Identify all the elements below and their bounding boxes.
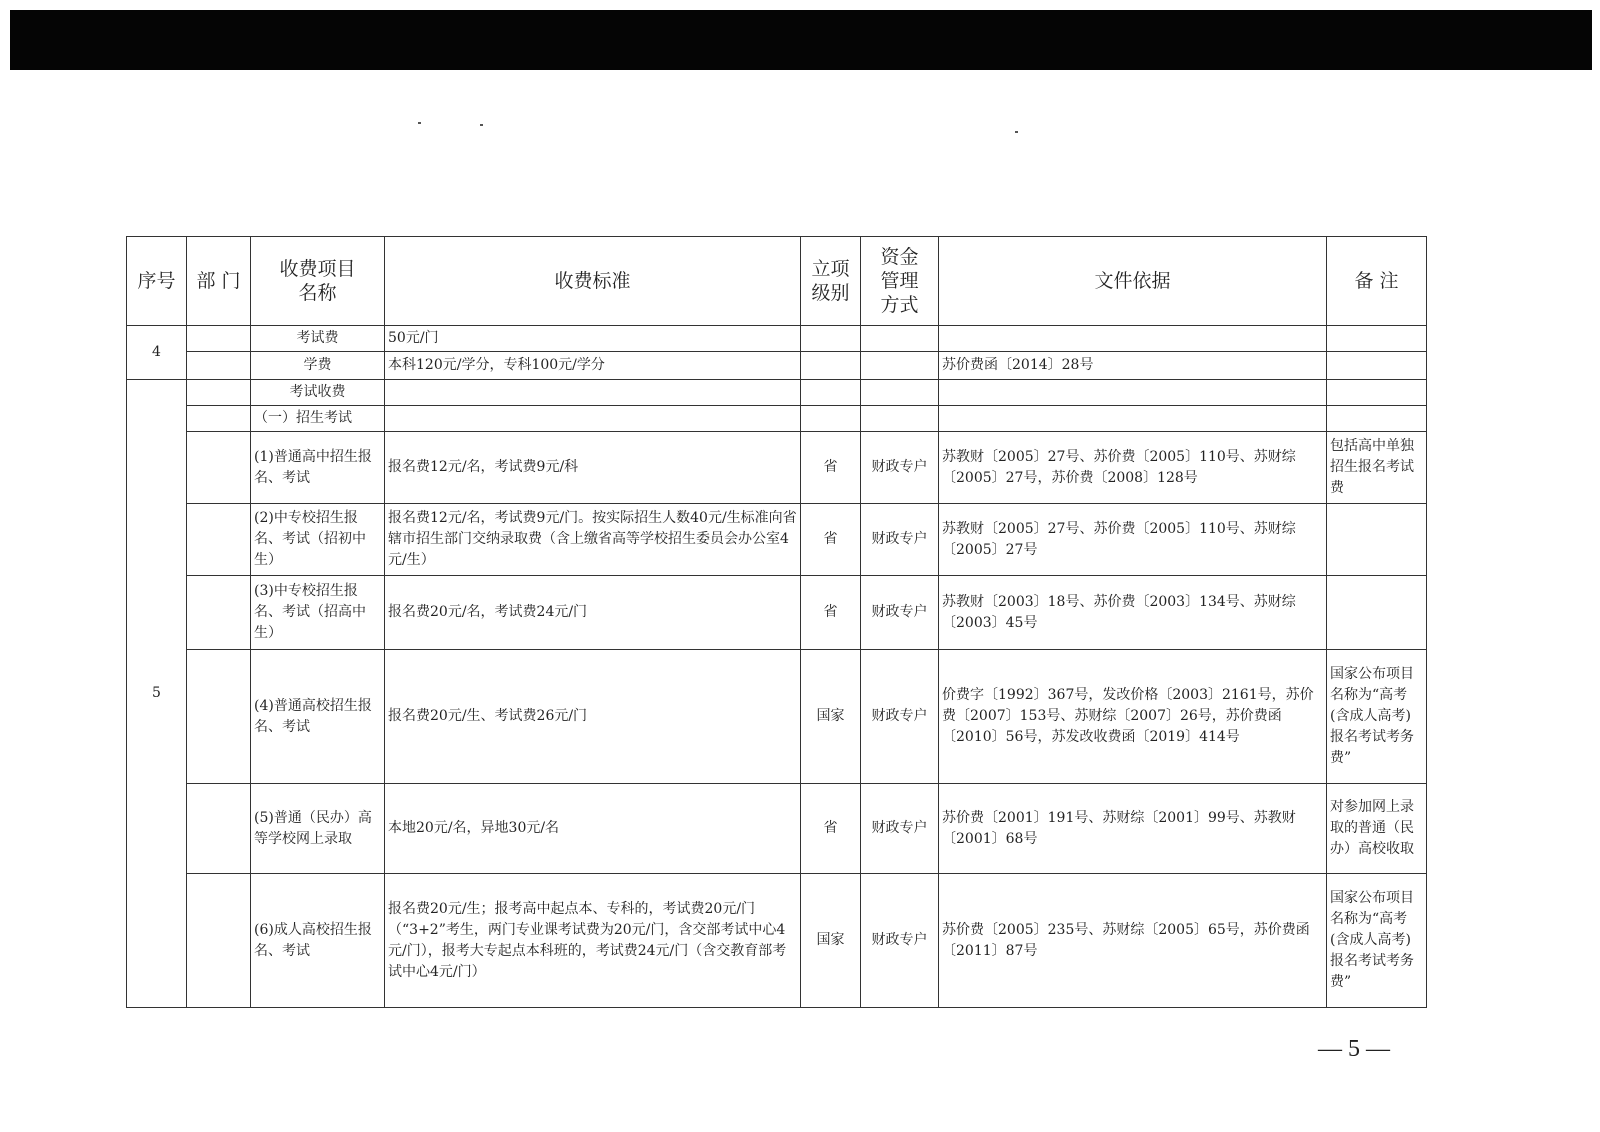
table-row	[127, 380, 1427, 406]
header-row	[127, 237, 1427, 326]
basis-cell: 苏教财〔2003〕18号、苏价费〔2003〕134号、苏财综〔2003〕45号	[939, 576, 1327, 650]
col-basis: 文件依据	[939, 237, 1327, 326]
col-standard: 收费标准	[385, 237, 801, 326]
level-cell: 省	[801, 576, 861, 650]
table-row	[127, 352, 1427, 380]
item-cell: (5)普通（民办）高等学校网上录取	[251, 784, 385, 874]
table-row	[127, 504, 1427, 576]
col-mgmt: 资金 管理 方式	[861, 237, 939, 326]
dept-cell	[187, 576, 251, 650]
note-cell	[1327, 406, 1427, 432]
scan-speck	[480, 124, 483, 126]
mgmt-cell	[861, 380, 939, 406]
level-cell	[801, 352, 861, 380]
dept-cell	[187, 380, 251, 406]
standard-cell: 报名费20元/生、考试费26元/门	[385, 650, 801, 784]
col-level: 立项 级别	[801, 237, 861, 326]
table-row	[127, 432, 1427, 504]
dept-cell	[187, 504, 251, 576]
dept-cell	[187, 432, 251, 504]
standard-cell: 50元/门	[385, 326, 801, 352]
item-cell: (1)普通高中招生报名、考试	[251, 432, 385, 504]
basis-cell	[939, 380, 1327, 406]
basis-cell	[939, 326, 1327, 352]
fee-table	[126, 236, 1427, 1008]
dept-cell	[187, 406, 251, 432]
note-cell	[1327, 352, 1427, 380]
dept-cell	[187, 352, 251, 380]
mgmt-cell: 财政专户	[861, 650, 939, 784]
standard-cell	[385, 380, 801, 406]
item-cell: (4)普通高校招生报名、考试	[251, 650, 385, 784]
item-cell: (3)中专校招生报名、考试（招高中生）	[251, 576, 385, 650]
page-number: — 5 —	[1318, 1036, 1390, 1062]
note-cell: 国家公布项目名称为“高考(含成人高考)报名考试考务费”	[1327, 650, 1427, 784]
item-cell: (2)中专校招生报名、考试（招初中生）	[251, 504, 385, 576]
note-cell: 包括高中单独招生报名考试费	[1327, 432, 1427, 504]
basis-cell: 苏价费〔2001〕191号、苏财综〔2001〕99号、苏教财〔2001〕68号	[939, 784, 1327, 874]
dept-cell	[187, 784, 251, 874]
note-cell: 对参加网上录取的普通（民办）高校收取	[1327, 784, 1427, 874]
item-cell: 考试收费	[251, 380, 385, 406]
table-row	[127, 784, 1427, 874]
level-cell: 省	[801, 784, 861, 874]
level-cell: 国家	[801, 874, 861, 1008]
level-cell: 省	[801, 504, 861, 576]
col-item: 收费项目 名称	[251, 237, 385, 326]
table-row	[127, 406, 1427, 432]
note-cell	[1327, 576, 1427, 650]
note-cell	[1327, 326, 1427, 352]
mgmt-cell: 财政专户	[861, 576, 939, 650]
standard-cell: 本地20元/名，异地30元/名	[385, 784, 801, 874]
basis-cell	[939, 406, 1327, 432]
table-row	[127, 874, 1427, 1008]
standard-cell: 报名费12元/名，考试费9元/门。按实际招生人数40元/生标准向省辖市招生部门交纳录取费（含上缴省高等学校招生委员会办公室4元/生）	[385, 504, 801, 576]
item-cell: 学费	[251, 352, 385, 380]
dept-cell	[187, 874, 251, 1008]
level-cell: 国家	[801, 650, 861, 784]
scan-black-border	[10, 10, 1592, 70]
basis-cell: 苏价费〔2005〕235号、苏财综〔2005〕65号，苏价费函〔2011〕87号	[939, 874, 1327, 1008]
standard-cell: 报名费20元/生；报考高中起点本、专科的，考试费20元/门（“3+2”考生，两门专业课考试费为20元/门，含交部考试中心4元/门），报考大专起点本科班的，考试费24元/门（含交教育部考试中心4元/门）	[385, 874, 801, 1008]
standard-cell: 报名费12元/名，考试费9元/科	[385, 432, 801, 504]
note-cell	[1327, 504, 1427, 576]
basis-cell: 价费字〔1992〕367号，发改价格〔2003〕2161号，苏价费〔2007〕153号、苏财综〔2007〕26号，苏价费函〔2010〕56号，苏发改收费函〔2019〕414号	[939, 650, 1327, 784]
basis-cell: 苏教财〔2005〕27号、苏价费〔2005〕110号、苏财综〔2005〕27号	[939, 504, 1327, 576]
mgmt-cell	[861, 406, 939, 432]
mgmt-cell: 财政专户	[861, 432, 939, 504]
mgmt-cell	[861, 326, 939, 352]
item-cell: (6)成人高校招生报名、考试	[251, 874, 385, 1008]
basis-cell: 苏教财〔2005〕27号、苏价费〔2005〕110号、苏财综〔2005〕27号，苏价费〔2008〕128号	[939, 432, 1327, 504]
note-cell	[1327, 380, 1427, 406]
table-row	[127, 576, 1427, 650]
level-cell	[801, 406, 861, 432]
scan-speck	[418, 122, 421, 124]
seq-cell: 5	[127, 380, 187, 1008]
standard-cell: 本科120元/学分，专科100元/学分	[385, 352, 801, 380]
item-cell: 考试费	[251, 326, 385, 352]
dept-cell	[187, 650, 251, 784]
standard-cell	[385, 406, 801, 432]
table-row	[127, 650, 1427, 784]
col-dept: 部 门	[187, 237, 251, 326]
dept-cell	[187, 326, 251, 352]
col-seq: 序号	[127, 237, 187, 326]
item-cell: （一）招生考试	[251, 406, 385, 432]
basis-cell: 苏价费函〔2014〕28号	[939, 352, 1327, 380]
level-cell	[801, 380, 861, 406]
level-cell: 省	[801, 432, 861, 504]
note-cell: 国家公布项目名称为“高考(含成人高考)报名考试考务费”	[1327, 874, 1427, 1008]
seq-cell: 4	[127, 326, 187, 380]
mgmt-cell: 财政专户	[861, 874, 939, 1008]
standard-cell: 报名费20元/名，考试费24元/门	[385, 576, 801, 650]
col-note: 备 注	[1327, 237, 1427, 326]
level-cell	[801, 326, 861, 352]
mgmt-cell	[861, 352, 939, 380]
scan-speck	[1015, 131, 1018, 133]
mgmt-cell: 财政专户	[861, 784, 939, 874]
table-row	[127, 326, 1427, 352]
mgmt-cell: 财政专户	[861, 504, 939, 576]
